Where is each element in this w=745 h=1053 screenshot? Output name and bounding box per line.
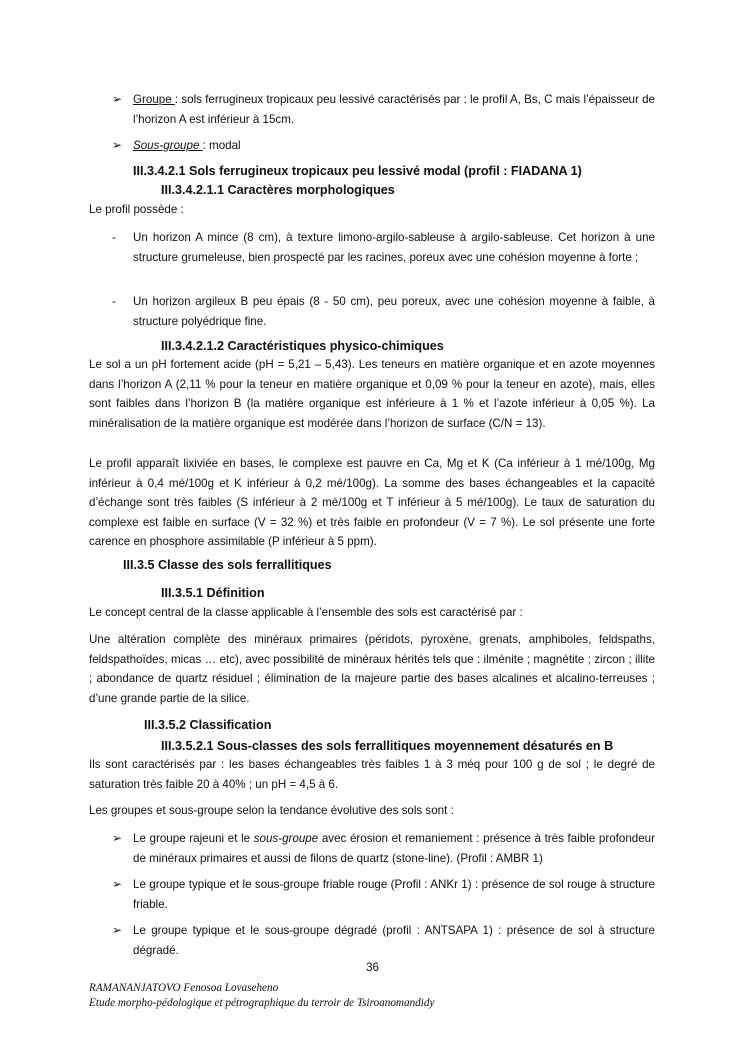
paragraph-bases: Le profil apparaît lixiviée en bases, le complexe est pauvre en Ca, Mg et K (Ca inférieur à 1 mé/100g, Mg inférieur à 0,4 mé/100g et K inférieur à 0,2 mé/100g). La somme des bases échangeables et la capacité d’échange sont très faibles (S inférieur à 2 mé/100g et T inférieur à 5 mé/100g). Le taux de saturation du complexe est faible en surface (V = 32 %) et très faible en profondeur (V = 7 %). Le sol présente une forte carence en phosphore assimilable (P inférieur à 5 ppm).	[89, 457, 655, 548]
heading-3352: III.3.5.2 Classification	[144, 718, 272, 732]
arrow-bullet-icon: ➢	[112, 877, 123, 891]
paragraph-caracterises: Ils sont caractérisés par : les bases échangeables très faibles 1 à 3 méq pour 100 g de sol ; le degré de saturation très faible 20 à 40% ; un pH = 4,5 à 6.	[89, 758, 655, 791]
dash-item-text: Un horizon A mince (8 cm), à texture limono-argilo-sableuse à argilo-sableuse. Cet horizon à une structure grumeleuse, bien prospecté par les racines, poreux avec une cohésion moyenne à forte ;	[133, 231, 655, 264]
b1-pre: Le groupe rajeuni et le	[133, 832, 254, 845]
heading-34211: III.3.4.2.1.1 Caractères morphologiques	[161, 183, 395, 197]
dash-bullet: -	[112, 231, 116, 244]
b3-text: Le groupe typique et le sous-groupe dégradé (profil : ANTSAPA 1) : présence de sol à structure dégradé.	[133, 924, 655, 957]
bullet-sousgroupe	[112, 136, 655, 156]
heading-34212: III.3.4.2.1.2 Caractéristiques physico-chimiques	[161, 339, 444, 353]
dash-item-text: Un horizon argileux B peu épais (8 - 50 cm), peu poreux, avec une cohésion moyenne à faible, à structure polyédrique fine.	[133, 295, 655, 328]
sousgroupe-text: : modal	[202, 139, 241, 152]
arrow-bullet-icon: ➢	[112, 92, 123, 106]
paragraph-groupes: Les groupes et sous-groupe selon la tendance évolutive des sols sont :	[89, 804, 454, 817]
heading-33521: III.3.5.2.1 Sous-classes des sols ferrallitiques moyennement désaturés en B	[161, 739, 614, 753]
bullet-groupe	[112, 90, 655, 129]
paragraph-alteration: Une altération complète des minéraux primaires (péridots, pyroxène, grenats, amphiboles, feldspaths, feldspathoïdes, micas … etc), avec possibilité de minéraux hérités tels que : ilménite ; magnétite ; zircon ; illite ; abondance de quartz résiduel ; élimination de la majeure partie des bases alcalines et alcalino-terreuses ; d’une grande partie de la silice.	[89, 633, 655, 705]
bullet-degrade	[112, 921, 655, 960]
page-number: 36	[366, 962, 379, 974]
b1-italic: sous-groupe	[253, 832, 319, 845]
groupe-label: Groupe	[133, 93, 175, 106]
bullet-friable	[112, 875, 655, 914]
footer-title: Etude morpho-pédologique et pétrographique du terroir de Tsiroanomandidy	[89, 997, 435, 1009]
arrow-bullet-icon: ➢	[112, 831, 123, 845]
arrow-bullet-icon: ➢	[112, 923, 123, 937]
arrow-bullet-icon: ➢	[112, 138, 123, 152]
b1-post: avec érosion et remaniement : présence à très faible profondeur de minéraux primaires et aussi de filons de quartz (stone-line). (Profil : AMBR 1)	[133, 832, 655, 865]
paragraph-concept: Le concept central de la classe applicable à l’ensemble des sols est caractérisé par :	[89, 606, 523, 619]
bullet-rajeuni	[112, 829, 655, 868]
heading-335: III.3.5 Classe des sols ferrallitiques	[123, 558, 332, 572]
dash-item	[112, 292, 655, 331]
heading-3351: III.3.5.1 Définition	[161, 586, 265, 600]
dash-bullet: -	[112, 295, 116, 308]
profil-intro: Le profil possède :	[89, 203, 184, 216]
heading-3421: III.3.4.2.1 Sols ferrugineux tropicaux peu lessivé modal (profil : FIADANA 1)	[133, 164, 582, 178]
dash-item	[112, 228, 655, 267]
groupe-text: : sols ferrugineux tropicaux peu lessivé caractérisés par : le profil A, Bs, C mais l’épaisseur de l’horizon A est inférieur à 15cm.	[133, 93, 655, 126]
sousgroupe-label: Sous-groupe	[133, 139, 203, 152]
paragraph-ph: Le sol a un pH fortement acide (pH = 5,21 – 5,43). Les teneurs en matière organique et en azote moyennes dans l’horizon A (2,11 % pour la teneur en matière organique et 0,09 % pour la teneur en azote), mais, elles sont faibles dans l’horizon B (la matière organique est inférieure à 1 % et l’azote inférieur à 0,05 %). La minéralisation de la matière organique est modérée dans l’horizon de surface (C/N = 13).	[89, 358, 655, 430]
b2-text: Le groupe typique et le sous-groupe friable rouge (Profil : ANKr 1) : présence de sol rouge à structure friable.	[133, 878, 655, 911]
footer-author: RAMANANJATOVO Fenosoa Lovaseheno	[89, 982, 279, 994]
